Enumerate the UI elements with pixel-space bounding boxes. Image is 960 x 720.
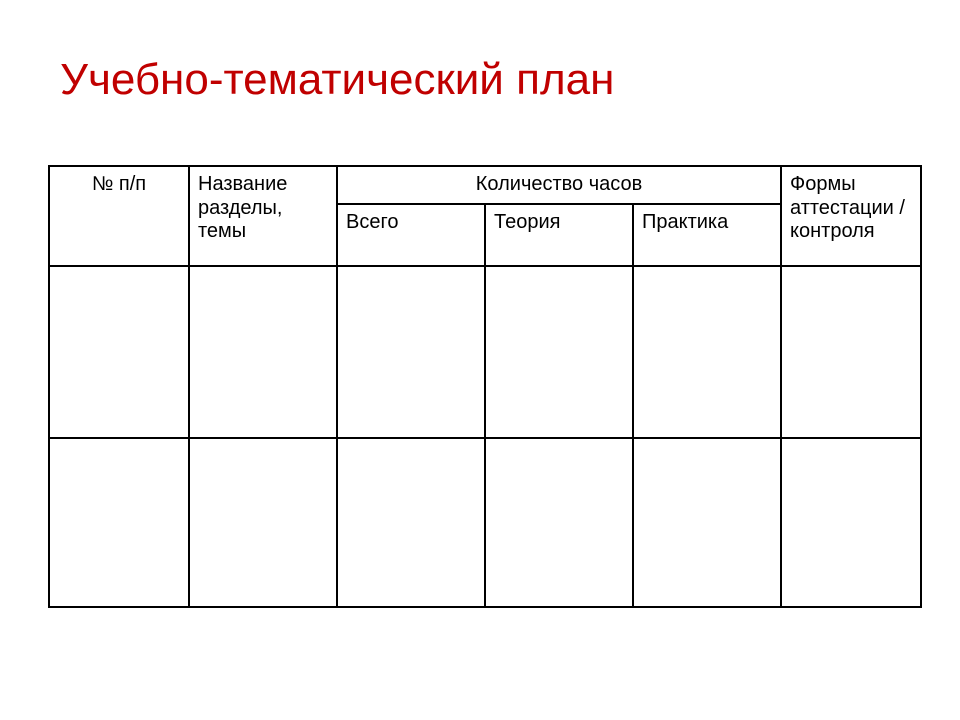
- cell-hours-total-filler: [337, 266, 485, 438]
- plan-table: [48, 165, 922, 608]
- page-title: Учебно-тематический план: [60, 55, 615, 104]
- cell-hours-practice: [633, 438, 781, 607]
- header-cell-hours-total: Всего: [337, 204, 485, 266]
- cell-number-filler: [49, 266, 189, 438]
- cell-hours-practice-filler: [633, 266, 781, 438]
- cell-hours-total: [337, 438, 485, 607]
- table-row: [49, 438, 921, 607]
- cell-section-name-filler: [189, 266, 337, 438]
- cell-number: [49, 438, 189, 607]
- table-header-row-1: [49, 166, 921, 204]
- header-cell-hours-theory: Теория: [485, 204, 633, 266]
- header-cell-hours-group: Количество часов: [337, 166, 781, 204]
- cell-section-name: [189, 438, 337, 607]
- header-cell-number: № п/п: [49, 166, 189, 266]
- header-cell-section-name: Название разделы, темы: [189, 166, 337, 266]
- header-cell-hours-practice: Практика: [633, 204, 781, 266]
- cell-hours-theory: [485, 438, 633, 607]
- table-row-spacer: [49, 266, 921, 438]
- plan-table-container: [48, 165, 920, 608]
- cell-forms-filler: [781, 266, 921, 438]
- header-cell-forms: Формы аттестации /контроля: [781, 166, 921, 266]
- cell-forms: [781, 438, 921, 607]
- cell-hours-theory-filler: [485, 266, 633, 438]
